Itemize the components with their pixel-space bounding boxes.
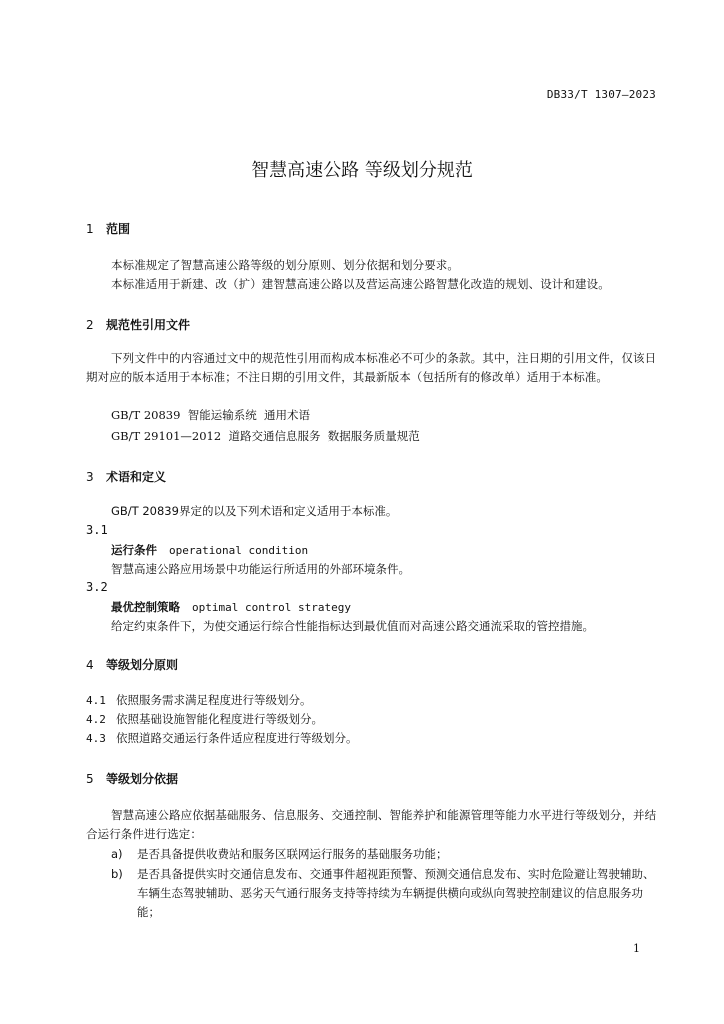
section-number: 3 (86, 470, 94, 484)
term-number: 3.1 (86, 523, 108, 537)
section-number: 4 (86, 658, 94, 672)
clause-number: 4.2 (86, 713, 106, 726)
clause-text: 依照基础设施智能化程度进行等级划分。 (116, 712, 323, 726)
clause-number: 4.1 (86, 694, 106, 707)
list-marker: a) (111, 847, 123, 861)
section-title: 等级划分原则 (106, 658, 179, 672)
term-entry (111, 542, 308, 558)
section-title: 范围 (106, 222, 131, 236)
term-chinese: 运行条件 (111, 543, 157, 557)
term-english: optimal control strategy (192, 601, 351, 614)
list-text: 是否具备提供实时交通信息发布、交通事件超视距预警、预测交通信息发布、实时危险避让驾驶辅助、车辆生态驾驶辅助、恶劣天气通行服务支持等持续为车辆提供横向或纵向驾驶控制建议的信息服务功能； (137, 867, 655, 919)
list-marker: b) (111, 867, 123, 881)
section-number: 2 (86, 318, 94, 332)
normative-reference: GB/T 29101—2012 道路交通信息服务 数据服务质量规范 (111, 429, 420, 443)
paragraph: GB/T 20839界定的以及下列术语和定义适用于本标准。 (111, 504, 398, 518)
normative-reference: GB/T 20839 智能运输系统 通用术语 (111, 408, 311, 422)
term-entry (111, 599, 351, 615)
section-title: 规范性引用文件 (106, 318, 191, 332)
section-number: 1 (86, 222, 94, 236)
term-chinese: 最优控制策略 (111, 600, 180, 614)
section-1-heading (86, 220, 130, 237)
section-title: 术语和定义 (106, 470, 167, 484)
section-title: 等级划分依据 (106, 772, 179, 786)
document-title: 智慧高速公路 等级划分规范 (251, 160, 473, 181)
term-number: 3.2 (86, 580, 108, 594)
clause (86, 730, 358, 746)
page-number: 1 (633, 942, 640, 955)
section-2-heading (86, 316, 190, 333)
paragraph: 本标准规定了智慧高速公路等级的划分原则、划分依据和划分要求。 (111, 258, 459, 272)
list-item (111, 845, 658, 864)
clause (86, 692, 312, 708)
clause-text: 依照道路交通运行条件适应程度进行等级划分。 (116, 731, 358, 745)
term-english: operational condition (169, 544, 309, 557)
clause (86, 711, 323, 727)
paragraph: 智慧高速公路应依据基础服务、信息服务、交通控制、智能养护和能源管理等能力水平进行等级划分，并结合运行条件进行选定： (86, 808, 657, 841)
term-definition: 给定约束条件下，为使交通运行综合性能指标达到最优值而对高速公路交通流采取的管控措施。 (111, 619, 594, 633)
term-definition: 智慧高速公路应用场景中功能运行所适用的外部环境条件。 (111, 562, 410, 576)
section-4-heading (86, 656, 178, 673)
list-item (111, 865, 658, 922)
clause-number: 4.3 (86, 732, 106, 745)
paragraph: 本标准适用于新建、改（扩）建智慧高速公路以及营运高速公路智慧化改造的规划、设计和建设。 (111, 277, 610, 291)
standard-code: DB33/T 1307—2023 (546, 88, 656, 101)
section-5-heading (86, 770, 178, 787)
paragraph: 下列文件中的内容通过文中的规范性引用而构成本标准必不可少的条款。其中，注日期的引用文件，仅该日期对应的版本适用于本标准；不注日期的引用文件，其最新版本（包括所有的修改单）适用于本标准。 (86, 351, 657, 384)
clause-text: 依照服务需求满足程度进行等级划分。 (116, 693, 312, 707)
list-text: 是否具备提供收费站和服务区联网运行服务的基础服务功能； (137, 847, 448, 861)
section-3-heading (86, 468, 166, 485)
section-number: 5 (86, 772, 94, 786)
